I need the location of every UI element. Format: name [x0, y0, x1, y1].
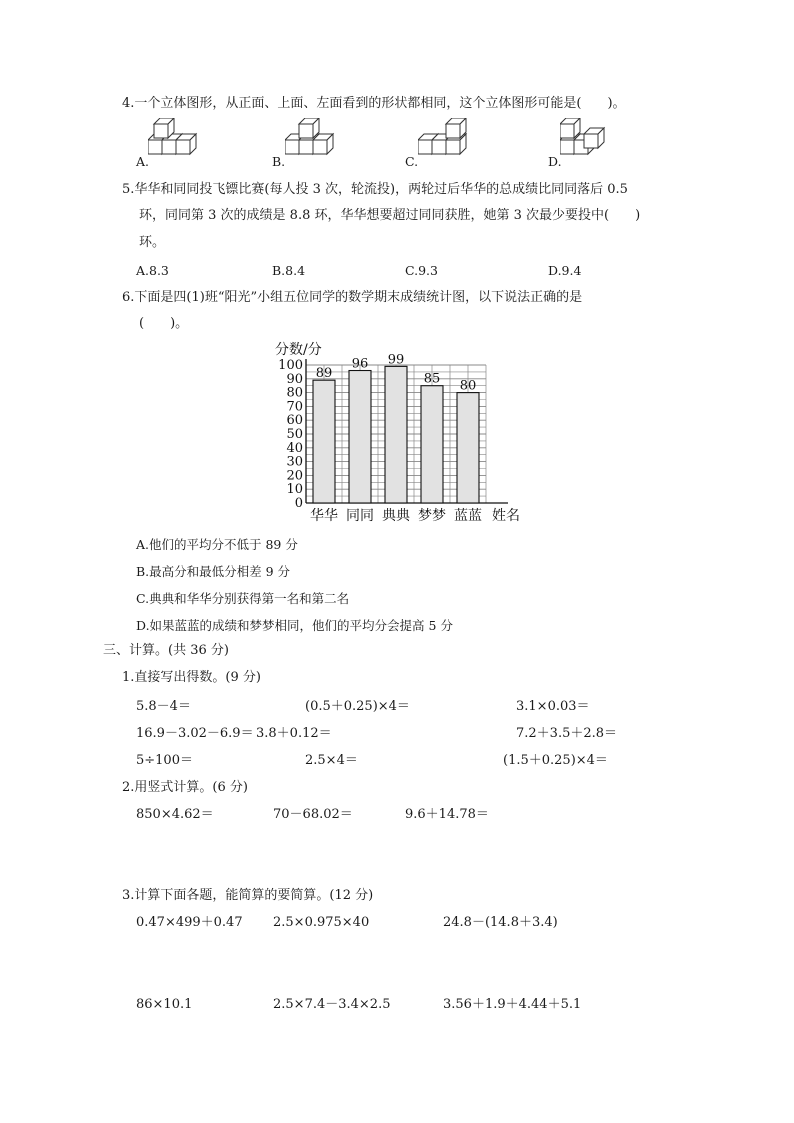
y-tick-label: 10: [286, 482, 303, 498]
score-bar-chart: [268, 338, 528, 528]
y-tick-label: 60: [286, 413, 303, 429]
q4-stem: 4.一个立体图形，从正面、上面、左面看到的形状都相同，这个立体图形可能是( )。: [122, 96, 626, 111]
y-tick-label: 90: [286, 371, 303, 387]
x-tick-label: 蓝蓝: [454, 508, 482, 524]
simplify-3: 24.8－(14.8＋3.4): [443, 915, 558, 930]
q4-option-a-figure: [148, 118, 198, 164]
y-tick-label: 40: [286, 440, 303, 456]
q5-line-1: 5.华华和同同投飞镖比赛(每人投 3 次，轮流投)，两轮过后华华的总成绩比同同落后 0.5: [122, 182, 628, 197]
calc-3-1: 5÷100＝: [136, 753, 193, 768]
x-tick-label: 华华: [310, 508, 338, 524]
q5-line-3: 环。: [139, 235, 166, 250]
q6-option-c: C.典典和华华分别获得第一名和第二名: [136, 591, 350, 606]
chart-x-axis-label: 姓名: [492, 508, 520, 524]
chart-y-tick-labels: [278, 358, 303, 511]
simplify-4: 86×10.1: [136, 997, 193, 1012]
y-tick-label: 80: [286, 385, 303, 401]
data-label: 99: [387, 352, 405, 368]
data-label: 96: [351, 356, 369, 372]
calc-3-3: (1.5＋0.25)×4＝: [503, 753, 608, 768]
q6-option-b: B.最高分和最低分相差 9 分: [136, 564, 291, 579]
y-tick-label: 50: [286, 427, 303, 442]
bar: [349, 371, 371, 503]
q4-option-c-label: C.: [405, 154, 419, 169]
x-tick-label: 典典: [382, 508, 410, 524]
q6-option-d: D.如果蓝蓝的成绩和梦梦相同，他们的平均分会提高 5 分: [136, 618, 453, 633]
q5-line-2: 环，同同第 3 次的成绩是 8.8 环，华华想要超过同同获胜，她第 3 次最少要投中( ): [139, 208, 641, 223]
q6-line-2: ( )。: [139, 316, 189, 331]
calc-2-3: 7.2＋3.5＋2.8＝: [516, 726, 618, 741]
q4-option-d-figure: [560, 118, 610, 164]
bar: [421, 386, 443, 503]
bar: [313, 380, 335, 503]
q4-option-b-label: B.: [272, 154, 286, 169]
simplify-6: 3.56＋1.9＋4.44＋5.1: [443, 997, 582, 1012]
q4-option-c-figure: [418, 118, 468, 164]
section-3-title: 三、计算。(共 36 分): [103, 643, 229, 658]
data-label: 85: [423, 371, 441, 387]
bar: [457, 393, 479, 503]
q5-option-a: A.8.3: [136, 263, 169, 278]
y-tick-label: 0: [294, 496, 303, 511]
vertical-calc-3: 9.6＋14.78＝: [405, 807, 489, 822]
y-tick-label: 30: [286, 454, 303, 470]
chart-x-tick-labels: [310, 507, 482, 524]
chart-y-axis-label: 分数/分: [275, 342, 322, 358]
x-tick-label: 同同: [346, 508, 374, 524]
y-tick-label: 100: [278, 358, 303, 373]
data-label: 80: [459, 378, 477, 394]
calc-1-1: 5.8－4＝: [136, 699, 191, 714]
vertical-calc-1: 850×4.62＝: [136, 807, 214, 822]
y-tick-label: 70: [286, 399, 303, 415]
calc-1-3: 3.1×0.03＝: [516, 699, 590, 714]
data-label: 89: [315, 366, 333, 382]
simplify-5: 2.5×7.4－3.4×2.5: [273, 997, 391, 1012]
q4-option-b-figure: [285, 118, 335, 164]
calc-3-2: 2.5×4＝: [305, 753, 358, 768]
x-tick-label: 梦梦: [418, 508, 446, 524]
q6-option-a: A.他们的平均分不低于 89 分: [136, 537, 298, 552]
q5-option-d: D.9.4: [548, 263, 582, 278]
part-2-title: 2.用竖式计算。(6 分): [122, 780, 248, 795]
q4-option-d-label: D.: [548, 154, 562, 169]
y-tick-label: 20: [286, 468, 303, 484]
calc-2-1: 16.9－3.02－6.9＝: [136, 726, 254, 741]
part-3-title: 3.计算下面各题，能简算的要简算。(12 分): [122, 888, 374, 903]
simplify-1: 0.47×499＋0.47: [136, 915, 243, 930]
vertical-calc-2: 70－68.02＝: [273, 807, 353, 822]
q5-option-b: B.8.4: [272, 263, 306, 278]
q5-option-c: C.9.3: [405, 263, 438, 278]
q4-option-a-label: A.: [136, 154, 150, 169]
bar: [385, 366, 407, 503]
q6-line-1: 6.下面是四(1)班“阳光”小组五位同学的数学期末成绩统计图，以下说法正确的是: [122, 290, 583, 305]
part-1-title: 1.直接写出得数。(9 分): [122, 670, 261, 685]
simplify-2: 2.5×0.975×40: [273, 915, 370, 930]
calc-2-2: 3.8＋0.12＝: [256, 726, 332, 741]
calc-1-2: (0.5＋0.25)×4＝: [305, 699, 410, 714]
